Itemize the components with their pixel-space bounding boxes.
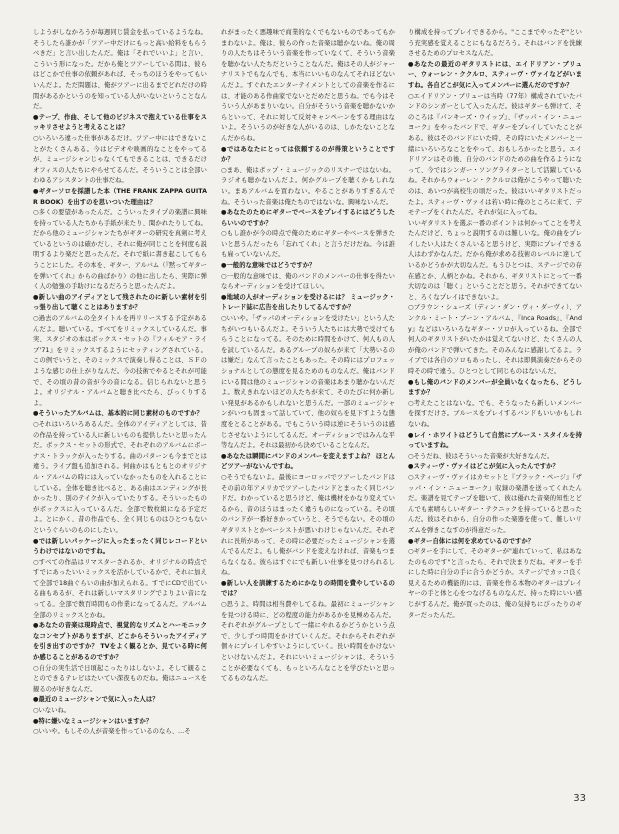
interview-answer: ○ いいや。もしその人が音楽を作っているのなら、…そ: [33, 727, 207, 738]
interview-answer: ○ 一般的な意味では、俺のバンドのメンバーの仕事を得たいならオーディションを受けてほしい。: [221, 272, 395, 293]
interview-answer: ○ スティーヴ・ヴァイはカセットと『ブラック・ページ』『ザッパ・イン・ニューヨーク』収録の楽譜を送ってくれたんだ。楽譜を見てテープを聴いて、彼は優れた音楽的知性とどんでも素晴らしいギター・テクニックを持っていると思ったんだ。彼はそれから、自分の作った楽器を使って、難しいリズムを弾きこなすのが得意だった。: [408, 473, 582, 537]
text-column-1: [33, 28, 207, 783]
interview-answer: ○ もし誰かが今の時点で俺のためにギターやベースを弾きたいと思うんだったら「忘れてくれ」と言うだけだね。今は誰も雇っていないんだ。: [221, 229, 395, 261]
interview-question: ● そういったアルバムは、基本的に同じ素材のものですか？: [33, 409, 207, 420]
page-number: 33: [573, 793, 586, 804]
interview-answer: ○ ギターを手にして、そのギターが"連れていって、私はあなたのものです"と言ったら、それで決まりだね。ギターを手にした時に自分の手に合うかどうか。ステージでカッコ良く見えるための機能的には、音楽を作る本物のギターはプレイヤーの手と体と心をつなげるものなんだ。持った時にいい感じがするんだ。俺が買ったのは、俺の気持ちにぴったりのギターだったんだ。: [408, 547, 582, 621]
interview-question: ● あなたのためにギターでベースをプレイするにはどうしたらいいのですか？: [221, 208, 395, 229]
interview-answer: ○ 考えたことはないな。でも、そうなったら新しいメンバーを探すだけさ。ブルースをプレイするバンドもいいかもしれないね。: [408, 399, 582, 431]
interview-question: ● 最近のミュージシャンで気に入った人は？: [33, 695, 207, 706]
interview-question: ● ギター自体には何を求めているのですか？: [408, 537, 582, 548]
interview-answer: ○ 自分の実生活で日頃起こったりはしないよ。そして観ることのできるテレビはたいてい深夜ものだね。俺はニュースを観るのが好きなんだ。: [33, 664, 207, 696]
interview-answer: ○ ブラウン・シューズ（ディン・ダン・ヴィ・ダーヴィ）、アンクル・ミート・ブーン・アルバム、『Inca Roads』、『Andy』などはいろいろなギター・ソロが入っているね。全部で何人のギタリストがいたかは覚えてないけど、たくさんの人が俺のバンドで弾いてきた。そのみんなに感謝してるよ。ライブでは各自のソロもあったし、それは即興演奏だからその時その時で違う。ひとつとして同じものはないんだ。: [408, 303, 582, 377]
interview-answer: いいギタリストを選ぶ一番のポイントは何かってことを考えたんだけど、ちょっと説明するのは難しいな。俺の曲をプレイしたい人はたくさんいると思うけど、実際にプレイできる人はわずかなんだ。だから俺が求める技術のレベルに達しているかどうかが大切なんだ。もうひとつは、ステージでの存在感とか、人柄とかね。それから、ギタリストにとって一番大切なのは「聴く」ということだと思う。それができてないと、ろくなプレイはできないよ。: [408, 219, 582, 301]
interview-answer: り構成を持ってプレイできるから。"ここまでやったぞ"という充実感を覚えることにもなるだろう。それはバンドを洗練させるためのプロセスなんだ。: [408, 29, 582, 58]
interview-question: ● レイ・ホワイトはどうして自然にブルース・スタイルを持っていますね。: [408, 431, 582, 452]
interview-answer: ○ それはいろいろあるんだ。全体のアイディアとしては、昔の作品を持っている人に新しいものも提供したいと思ったんだ。ボックス・セットの形式で、それぞれのアルバムにボーナス・トラックが入ったりする。曲のパターンも今までとは違う。ライブ盤も追加される。何曲かはもともとのオリジナル・アルバムの時には入っていなかったものを入れることにしている。全体を聴き比べると、ある曲はエンディングが長かったり、別のテイクが入っていたりする。そういったものがボックスに入っているんだ。全部で数枚組になる予定だよ。とにかく、昔の作品でも、全く同じものはひとつもないというぐらいのものにしたい。: [33, 420, 207, 537]
interview-answer: れがまったく悪趣味で商業的なくでもないものであってもかまわないよ。俺は、彼らの作った音楽は聴かないね。俺の周りの人たちはそういう音楽を作っていなくて、そういう音楽を聴かない人たちだということなんだ。俺はその人がジャーナリストでもなんでも、本当にいいものなんてそれほどないんだよ。すぐれたエンターテイメントとしての音楽を作るには、才能のある作曲家でないとだめだと思うね。でも今はそういう人があまりいない。自分がそういう音楽を聴かないからといって、それに対して反対キャンペーンをする理由はないよ。そういうのが好きな人がいるのは、しかたないことなんだからね。: [221, 29, 395, 142]
interview-question: ● スティーヴ・ヴァイはどこが気に入ったんですか？: [408, 462, 582, 473]
interview-answer: ○ 多くの要望があったんだ。こういったタイプの楽譜に興味を持っている人たちから手紙が来たり、聞かれたりしてね。だから他のミュージシャンたちがギターの研究を真剣に考えているというのは確かだし、それに俺が同じことを何度も説明するより楽だと思ったんだ。それで紙に書き起こしてもらうことにした。その本を、ギター、アルバム（『黙ってギターを弾いてくれ』からの曲ばかり）の他に出したら、実際に弾く人の勉強の手助けになるだろうと思ったんだよ。: [33, 208, 207, 293]
interview-answer: ○ そうだね、彼はそういった音楽が大好きなんだ。: [408, 452, 582, 463]
interview-answer: しようがしなかろうが毎週同じ賃金を払っているようなね。そうしたら誰かが「ツアー中だけにもっと高い給料をもらうべきだ」と言い出したんだ。俺は「それでいいよ」と言い、こういう形になった。だから俺とツアーしている間は、彼らはどこかで仕事の依頼があれば、そっちのほうをやってもいいんだよ。ただ問題は、俺がツアーに出るまでどれだけの時間があるかというのを知っている人がいないということなんだ。: [33, 29, 207, 111]
interview-question: ● あなたの最近のギタリストには、エイドリアン・ブリュー、ウォーレン・ククルロ、スティーヴ・ヴァイなどがいますね。各自どこが気に入ってメンバーに選んだのですか？: [408, 60, 582, 92]
interview-question: ● もし俺のバンドのメンバーが全員いなくなったら、どうしますか？: [408, 378, 582, 399]
interview-question: ● 特に嫌いなミュージシャンはいますか？: [33, 717, 207, 728]
interview-question: ● 新しい人を訓練するためにかなりの時間を費やしているのでは？: [221, 579, 395, 600]
text-column-3: [408, 28, 582, 783]
interview-answer: ○ いろいろ違った仕事があるだけ。ツアー中にはできないことがたくさんある。今はビデオや映画的なことをやってるが、ミュージシャンじゃなくてもできることは、できるだけオフィスの人たちにやらせてるんだ。そういうことは全部いわゆるアシスタントの仕事だね。: [33, 134, 207, 187]
interview-question: ● 地域の人がオーディションを受けるには？ ミュージック・トレード誌に広告を出したりしてるんですか？: [221, 293, 395, 314]
interview-question: ● 新しい曲のアイディアとして残されたのに新しい素材を引っ張り出して聴くことはありますか？: [33, 293, 207, 314]
interview-answer: ○ すべての作品はリマスターされるか、オリジナルの時点ですでにあったいいミックスを活かしているかで、それに加えて全部で18曲ぐらいの曲が加えられる。すでにCDで出ている曲もあるが、それは新しいマスタリングでよりよい音になってる。全部で数百時間もの作業になってるんだ。アルバム全部のリミックスとかね。: [33, 558, 207, 622]
interview-answer: ○ 過去のアルバムの全タイトルを再リリースする予定があるんだよ。聴いている。すべてをリミックスしているんだ。事実、スタジオの本はボックス・セットの『フィルモア・ライブ'71』をリミックスするようにセッティングされている。この例でいうと、そのミックスで演奏し得ることは、ＳＦのような感じの仕上がりなんだ。今の技術でやるとそれが可能で、その頃の昔の音が今の音になる。信じられないと思うよ。オリジナル・アルバムと聴き比べたら、びっくりするよ。: [33, 314, 207, 409]
interview-question: ● あなたの音楽は現時点で、視覚的なリズムとハーモニックなコンセプトがありますが、どこからそういったアイディアを引き出すのですか？ TVをよく観るとか、見ている時に何か感じることがあるのですか？: [33, 621, 207, 663]
interview-question: ● テープ、作曲、そして他のビジネスで抱えている仕事をスッキリさせようと考えることは？: [33, 113, 207, 134]
interview-question: ● あなたは瞬間にバンドのメンバーを変えますよね？ ほとんどツアーがないんですね。: [221, 452, 395, 473]
interview-answer: ○ エイドリアン・ブリューは当時（77年）構成されていたバンドのシンガーとして入ったんだ。彼はギターも弾けて、そのころは『パンキーズ・ウイップ』、『ザッパ・イン・ニューヨーク』をやったバンドで、ギターをプレイしていたことがある。彼はそのバンドにいた時、その時にいたメンバーと一緒にいろいろなことをやって、おもしろかったと思う。エイドリアンはその後、自分のバンドのための曲を作るようになって、今ではシンガー・ソングライターとして活躍しているね。それからウォーレン・ククルロは俺がこうやって聴いたのは、あいつが高校生の頃だった。彼はいいギタリストだったよ。スティーヴ・ヴァイは若い時に俺のところに来て、デモテープをくれたんだ。それが気に入ってね。: [408, 92, 582, 219]
interview-question: ● ギターソロを採譜した本（THE FRANK ZAPPA GUITAR BOOK）を出すのを思いついた理由は？: [33, 187, 207, 208]
interview-question: ● ではあなたにとっては依頼するのが得策ということですか？: [221, 145, 395, 166]
text-column-2: [221, 28, 395, 783]
interview-question: ● 一般的な意味ではどうですか？: [221, 261, 395, 272]
interview-answer: ○ そうでもないよ。最後にヨーロッパでツアーしたバンドはその前の年アメリカでツアーしたバンドとまったく同じバンドだ。わかっていると思うけど、俺は機材をかなり変えているから、音のほうはまったく違うものになっている。その頃のバンドが一番好きかっていうと、そうでもない。その頃のギタリストとかベーシストが悪いわけじゃないんだ。それぞれに長所があって、その時に必要だったミュージシャンを選んでるんだよ。もし俺がバンドを変えなければ、音楽もつまらなくなる。彼らはすぐにでも新しい仕事を見つけられるしね。: [221, 473, 395, 579]
interview-answer: ○ いいや。「ザッパのオーディションを受けたい」という人たちがいつもいるんだよ。そういう人たちには大勢で受けてもらうことになってる。そのために時間をかけて、何人もの人を試しているんだ。あるグループの奴らが来て「大勢いるのは嫌だ」なんて言ったこともあった。その時にはプロフェッショナルとしての態度を見るためのものなんだ。俺はバンドにいる間は他のミュージシャンの音楽はあまり聴かないんだよ。数えきれないほどの人たちが来て、そのたびに何か新しい発見があるかもしれないと思うんだ。一部のミュージシャンがいつも固まって話していて、他の奴らを見下すような態度をとることがある。でもこういう時は逆にそういうのは感じさせないようにしてるんだ。オーディションではみんな平等なんだよ。それは最初から決めていることなんだ。: [221, 314, 395, 452]
interview-answer: ○ いないね。: [33, 706, 207, 717]
interview-question: ● では新しいパッケージに入ったまったく同じレコードというわけではないのですね。: [33, 537, 207, 558]
interview-answer: ○ 思うよ。時間は相当費やしてるね。最初にミュージシャンを見つける時に、どの程度の能力があるかを見極めるんだ。それぞれがグループとして一緒にやれるかどうかという点で、少しずつ時間をかけていくんだ。それからそれぞれが個々にプレイしやすいようにしていく。長い時間をかけないといけないんだよ。それにいいミュージシャンは、そういうことが必要なくても、もっといろんなことを学びたいと思ってるものなんだ。: [221, 600, 395, 685]
interview-answer: ○ まあ、俺はポップ・ミュージックのリスナーではないね。ラジオも聴かないんだよ。何かグループを聴くかもしれない。まあアルバムを買わない。やることがありすぎるんでね。そういった音楽は俺たちのではないな。興味ないんだ。: [221, 166, 395, 208]
